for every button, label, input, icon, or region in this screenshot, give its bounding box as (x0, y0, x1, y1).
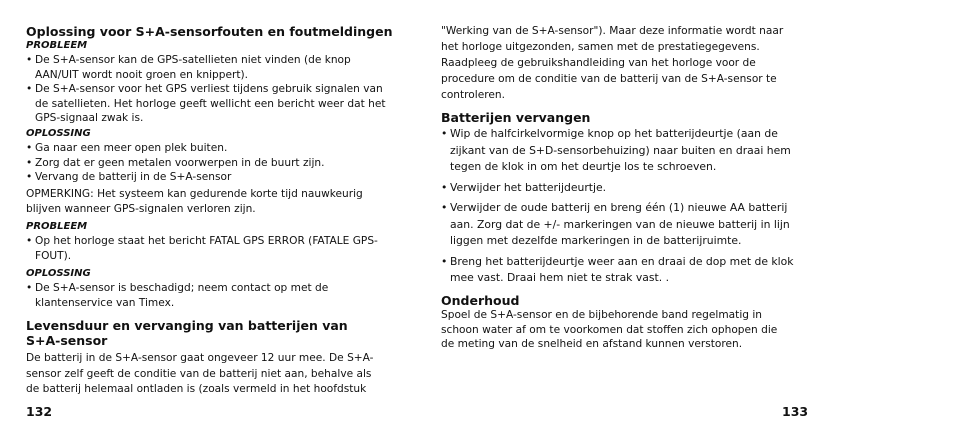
section-heading-troubleshooting: Oplossing voor S+A-sensorfouten en foutmeldingen (26, 24, 393, 39)
list-item: • Ga naar een meer open plek buiten. (26, 142, 228, 154)
continued-paragraph: "Werking van de S+A-sensor"). Maar deze informatie wordt naar het horloge uitgezonden, samen met de prestatiegegevens. Raadpleeg de gebruikshandleiding van het horloge voor de procedure om de conditie van de batterij van de S+A-sensor te controleren. (441, 25, 784, 101)
problem-list (26, 234, 378, 263)
solution-list (26, 281, 388, 310)
maintenance-paragraph: Spoel de S+A-sensor en de bijbehorende band regelmatig in schoon water af om te voorkomen dat stoffen zich ophopen die de meting van de snelheid en afstand kunnen verstoren. (441, 309, 778, 350)
list-item: • Verwijder het batterijdeurtje. (441, 180, 607, 194)
problem-label: PROBLEEM (26, 221, 88, 232)
section-heading-replace-batteries: Batterijen vervangen (441, 110, 591, 125)
note-text: OPMERKING: Het systeem kan gedurende korte tijd nauwkeurig blijven wanneer GPS-signalen verloren zijn. (26, 188, 363, 215)
solution-label: OPLOSSING (26, 268, 91, 279)
section-heading-battery-life: Levensduur en vervanging van batterijen van S+A-sensor (26, 318, 348, 348)
list-item: • Zorg dat er geen metalen voorwerpen in de buurt zijn. (26, 156, 325, 169)
problem-list (26, 53, 394, 126)
problem-label: PROBLEEM (26, 40, 88, 51)
list-item: • De S+A-sensor voor het GPS verliest tijdens gebruik signalen van de satellieten. Het horloge geeft wellicht een bericht weer dat het GPS-signaal zwak is. (26, 83, 386, 124)
solution-label: OPLOSSING (26, 128, 91, 139)
section-heading-maintenance: Onderhoud (441, 293, 520, 308)
list-item: • Verwijder de oude batterij en breng één (1) nieuwe AA batterij aan. Zorg dat de +/- markeringen van de nieuwe batterij in lijn liggen met dezelfde markeringen in de batterijruimte. (441, 201, 790, 247)
solution-list (26, 141, 394, 185)
list-item: • Wip de halfcirkelvormige knop op het batterijdeurtje (aan de zijkant van de S+D-sensorbehuizing) naar buiten en draai hem tegen de klok in om het deurtje los te schroeven. (441, 127, 791, 173)
page-number-right: 133 (782, 404, 809, 419)
list-item: • Op het horloge staat het bericht FATAL GPS ERROR (FATALE GPS-FOUT). (26, 235, 378, 262)
list-item: • De S+A-sensor is beschadigd; neem contact op met de klantenservice van Timex. (26, 282, 329, 309)
list-item: • De S+A-sensor kan de GPS-satellieten niet vinden (de knop AAN/UIT wordt nooit groen en knippert). (26, 54, 351, 81)
battery-paragraph: De batterij in de S+A-sensor gaat ongeveer 12 uur mee. De S+A-sensor zelf geeft de conditie van de batterij niet aan, behalve als de batterij helemaal ontladen is (zoals vermeld in het hoofdstuk (26, 352, 374, 395)
list-item: • Vervang de batterij in de S+A-sensor (26, 171, 232, 183)
list-item: • Breng het batterijdeurtje weer aan en draai de dop met de klok mee vast. Draai hem niet te strak vast. . (441, 254, 794, 284)
page-number-left: 132 (26, 404, 53, 419)
steps-list (441, 126, 803, 287)
